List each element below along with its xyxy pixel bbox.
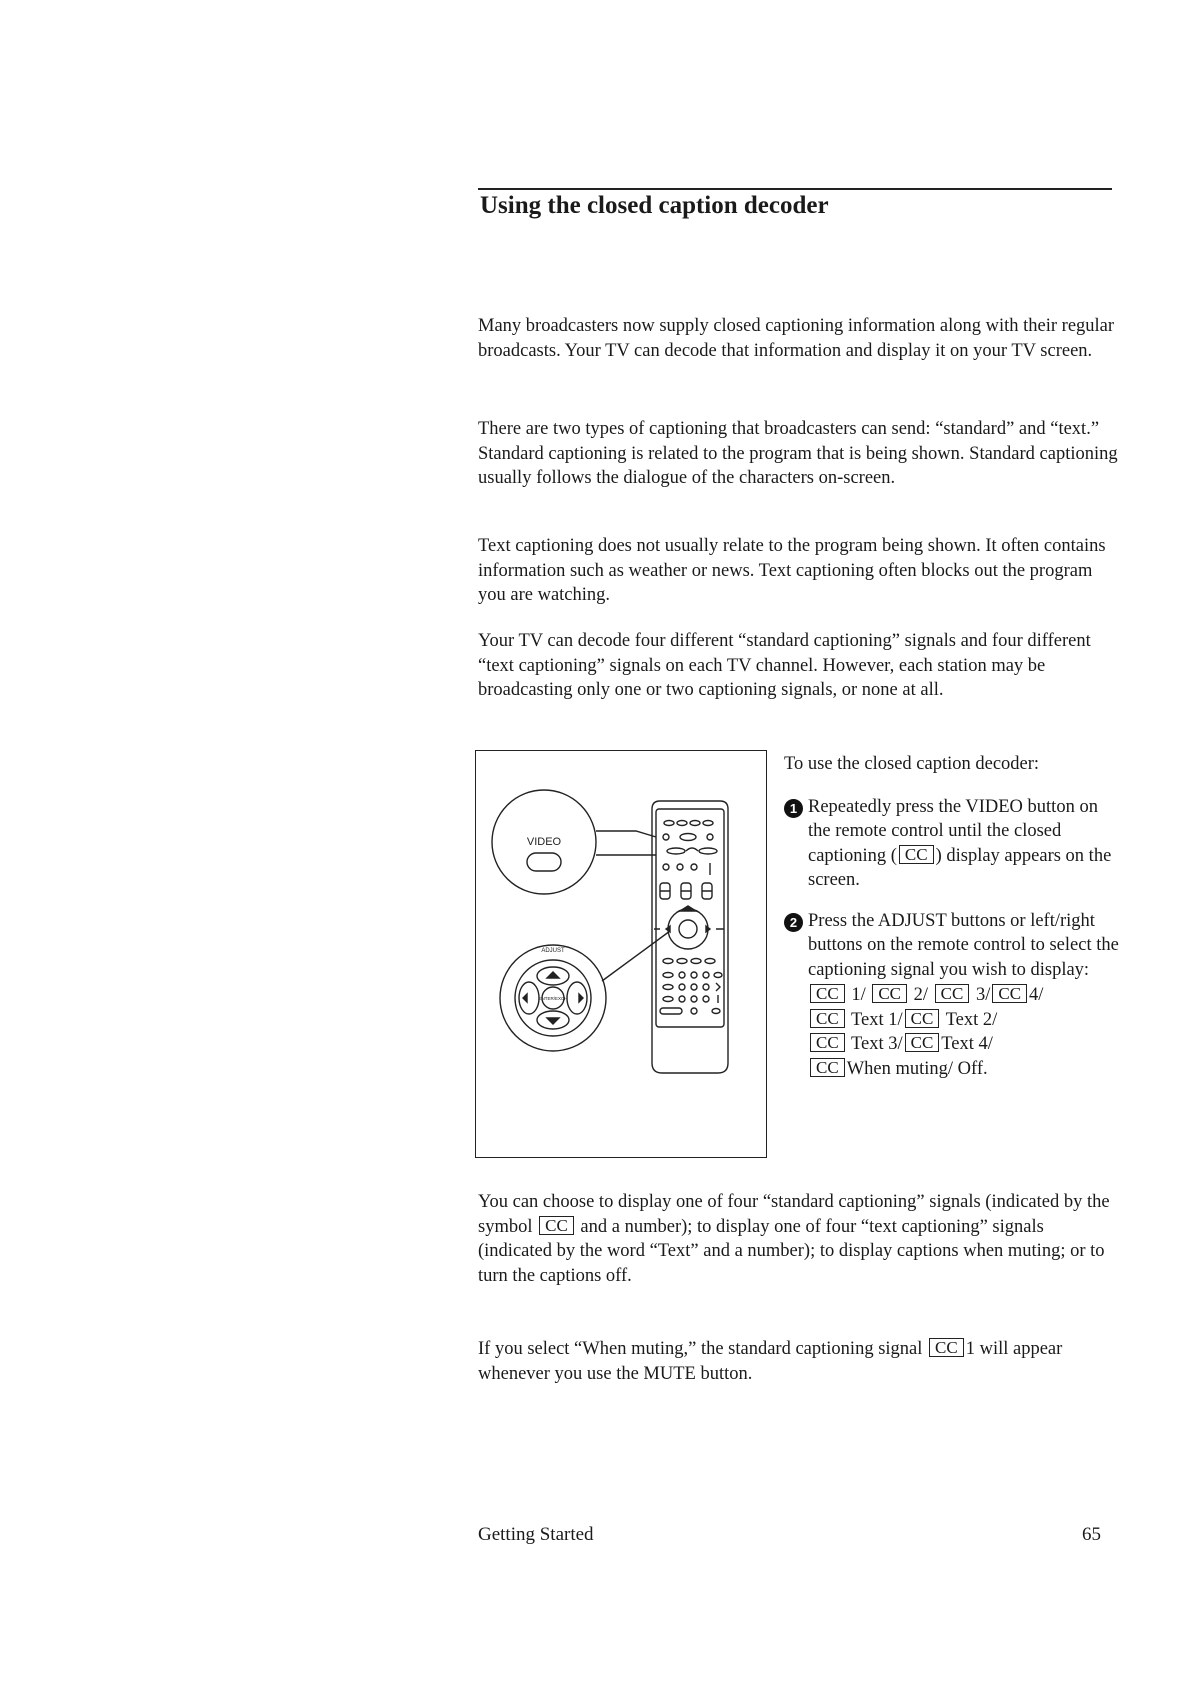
intro-paragraph-1	[478, 314, 1118, 363]
steps-intro: To use the closed caption decoder:	[784, 754, 1040, 774]
option-line-text-b	[808, 1032, 1124, 1057]
instructions-column	[784, 752, 1124, 1097]
option-text2: Text 2/	[945, 1009, 998, 1030]
intro-paragraph-4	[478, 629, 1118, 703]
step-1-text	[808, 795, 1124, 893]
cc-symbol: CC	[935, 984, 970, 1003]
option-cc4: 4/	[1029, 985, 1044, 1005]
option-text1: Text 1/	[850, 1009, 903, 1030]
remote-control-illustration	[475, 750, 767, 1158]
step-1-text-before: Repeatedly press the VIDEO button on the remote control until the closed captioning (	[808, 796, 1098, 866]
outro-2-text-after: 1 will appear whenever you use the MUTE button.	[478, 1339, 1063, 1384]
option-cc3: 3/	[975, 985, 991, 1005]
footer-section: Getting Started	[478, 1524, 594, 1545]
option-text3: Text 3/	[850, 1034, 903, 1054]
outro-paragraph-1	[478, 1190, 1118, 1288]
page-number: 65	[1082, 1524, 1101, 1545]
outro-2-text-before: If you select “When muting,” the standard captioning signal	[478, 1339, 923, 1359]
paragraph-text: Many broadcasters now supply closed captioning information along with their regular broadcasts. Your TV can decode that information and display it on your TV screen.	[478, 316, 1115, 361]
outro-paragraph-2	[478, 1337, 1118, 1386]
intro-paragraph-3	[478, 534, 1118, 608]
cc-symbol: CC	[810, 984, 845, 1003]
intro-paragraph-2	[478, 417, 1118, 491]
option-muting: When muting/ Off.	[846, 1058, 988, 1079]
step-1	[784, 795, 1124, 893]
outro-1-text-before: You can choose to display one of four “standard captioning” signals (indicated by the symbol	[478, 1192, 1110, 1237]
step-number-2: 2	[784, 913, 803, 932]
option-line-muting	[808, 1057, 1124, 1082]
cc-symbol: CC	[810, 1009, 845, 1028]
option-cc1: 1/	[851, 985, 866, 1005]
option-cc2: 2/	[913, 985, 929, 1005]
enter-button-label: ENTER/EXCH	[538, 996, 568, 1001]
cc-symbol: CC	[810, 1058, 845, 1077]
paragraph-text: There are two types of captioning that broadcasters can send: “standard” and “text.” Standard captioning is related to the program that is being shown. Standard captioning usually follows the dialogue of the characters on-screen.	[478, 419, 1118, 488]
step-2-text: Press the ADJUST buttons or left/right buttons on the remote control to select the captioning signal you wish to display:	[808, 910, 1119, 980]
outro-1-text-after: and a number); to display one of four “text captioning” signals (indicated by the word “Text” and a number); to display captions when muting; or to turn the captions off.	[478, 1216, 1105, 1286]
step-1-text-after: ) display appears on the screen.	[808, 845, 1112, 890]
cc-symbol: CC	[905, 1009, 940, 1028]
paragraph-text: Your TV can decode four different “standard captioning” signals and four different “text captioning” signals on each TV channel. However, each station may be broadcasting only one or two captioning signals, or none at all.	[478, 631, 1091, 700]
remote-control-body-icon	[652, 801, 728, 1073]
cc-symbol: CC	[872, 984, 907, 1003]
step-2	[784, 909, 1124, 1082]
title-rule	[478, 188, 1112, 190]
caption-options	[808, 983, 1124, 1081]
option-line-text-a	[808, 1008, 1124, 1033]
cc-symbol: CC	[905, 1033, 940, 1052]
paragraph-text: Text captioning does not usually relate to the program being shown. It often contains information such as weather or news. Text captioning often blocks out the program you are watching.	[478, 536, 1106, 605]
adjust-pad-callout-icon	[500, 931, 670, 1051]
page-title: Using the closed caption decoder	[480, 192, 829, 219]
video-button-callout-icon	[492, 790, 656, 894]
cc-symbol: CC	[929, 1338, 964, 1357]
cc-symbol: CC	[539, 1216, 574, 1235]
cc-symbol: CC	[810, 1033, 845, 1052]
adjust-callout-label: ADJUST	[541, 948, 565, 954]
option-line-standard	[808, 983, 1124, 1008]
step-number-1: 1	[784, 799, 803, 818]
video-callout-label: VIDEO	[526, 836, 562, 848]
cc-symbol: CC	[899, 845, 934, 864]
cc-symbol: CC	[992, 984, 1027, 1003]
option-text4: Text 4/	[941, 1034, 993, 1054]
